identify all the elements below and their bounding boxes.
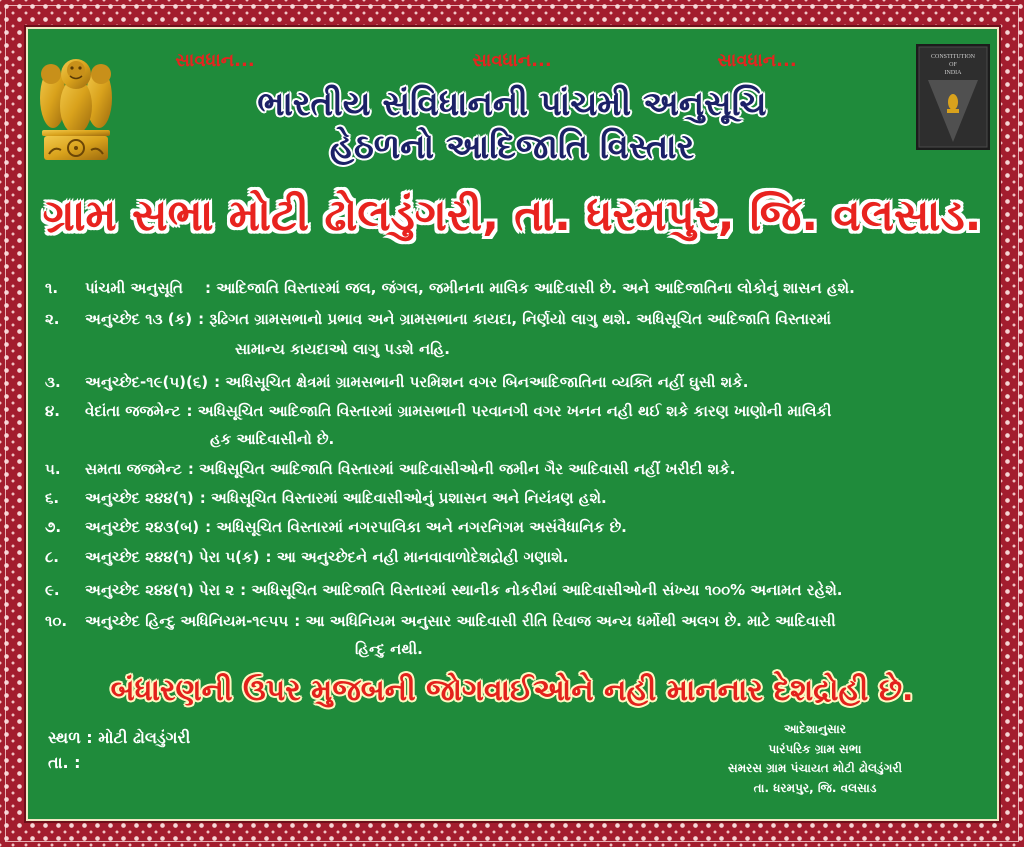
item-text: : અધિસૂચિત ક્ષેત્રમાં ગ્રામસભાની પરમિશન વગર બિનઆદિજાતિના વ્યક્તિ નહીં ઘુસી શકે. [214, 373, 749, 391]
book-title-line: OF [949, 62, 957, 68]
item-text: : અધિસૂચિત આદિજાતિ વિસ્તારમાં આદિવાસીઓની જમીન ગૈર આદિવાસી નહીં ખરીદી શકે. [187, 460, 736, 478]
list-item [45, 457, 987, 481]
item-label: અનુચ્છેદ હિન્દુ અધિનિયમ-૧૯૫૫ [85, 612, 289, 630]
book-title-line: CONSTITUTION [931, 54, 975, 60]
item-label: અનુચ્છેદ ૨૪૪(૧) પેરા ૫(ક) [85, 548, 260, 566]
item-text-continued: હિન્દુ નથી. [355, 640, 423, 658]
item-number: ૮. [45, 548, 59, 566]
item-label: સમતા જજમેન્ટ [85, 460, 182, 478]
list-item [45, 370, 987, 394]
warning-text: સાવધાન... [717, 50, 797, 71]
signature-line: પારંપરિક ગ્રામ સભા [768, 741, 862, 756]
item-label: અનુચ્છેદ ૨૪૩(બ) [85, 518, 200, 536]
item-number: ૧૦. [45, 612, 68, 630]
item-number: ૫. [45, 460, 61, 478]
book-title-line: INDIA [944, 70, 962, 76]
list-item [45, 307, 987, 331]
constitution-book-icon [916, 44, 990, 150]
item-number: ૩. [45, 373, 61, 391]
item-text: : આ અનુચ્છેદને નહી માનવાવાળોદેશદ્રોહી ગણાશે. [265, 548, 569, 566]
page-title: ભારતીય સંવિધાનની પાંચમી અનુસૂચિ [257, 84, 767, 124]
item-number: ૨. [45, 310, 60, 328]
list-item [45, 578, 987, 602]
item-number: ૬. [45, 489, 60, 507]
item-text: : આદિજાતિ વિસ્તારમાં જલ, જંગલ, જમીનના માલિક આદિવાસી છે. અને આદિજાતિના લોકોનું શાસન હશે. [205, 279, 855, 297]
list-item [45, 399, 987, 423]
list-item [45, 545, 987, 569]
item-text: : રૂઢિગત ગ્રામસભાનો પ્રભાવ અને ગ્રામસભાના કાયદા, નિર્ણયો લાગુ થશે. અધિસૂચિત આદિજાતિ વિસ્તારમાં [198, 310, 832, 328]
item-label: અનુચ્છેદ ૨૪૪(૧) પેરા ૨ [85, 581, 235, 599]
page-title-line2: હેઠળનો આદિજાતિ વિસ્તાર [329, 127, 695, 167]
item-number: ૭. [45, 518, 62, 536]
warning-text: સાવધાન... [175, 50, 255, 71]
item-text: : આ અધિનિયમ અનુસાર આદિવાસી રીતિ રિવાજ અન્ય ધર્મોથી અલગ છે. માટે આદિવાસી [294, 612, 836, 630]
ashoka-emblem-icon [34, 46, 118, 170]
list-item [45, 276, 987, 300]
signature-line: સમરસ ગ્રામ પંચાયત મોટી ઢોલડુંગરી [727, 761, 903, 775]
item-text: : અધિસૂચિત આદિજાતિ વિસ્તારમાં ગ્રામસભાની પરવાનગી વગર ખનન નહી થઈ શકે કારણ ખાણોની માલિકી [186, 402, 832, 420]
signature-line: આદેશાનુસાર [784, 722, 846, 736]
closing-slogan: બંધારણની ઉપર મુજબની જોગવાઈઓને નહી માનનાર દેશદ્રોહી છે. [110, 673, 914, 708]
item-number: ૯. [45, 581, 60, 599]
list-item [45, 515, 987, 539]
item-text: : અધિસૂચિત વિસ્તારમાં નગરપાલિકા અને નગરનિગમ અસંવૈધાનિક છે. [205, 518, 627, 536]
village-heading: ગ્રામ સભા મોટી ઢોલડુંગરી, તા. ધરમપુર, જિ. વલસાડ. [42, 190, 982, 241]
item-text: : અધિસૂચિત વિસ્તારમાં આદિવાસીઓનું પ્રશાસન અને નિયંત્રણ હશે. [199, 489, 607, 507]
item-label: પાંચમી અનુસૂતિ [85, 279, 183, 297]
item-label: અનુચ્છેદ ૧૩ (ક) [85, 310, 193, 328]
date-line: તા. : [48, 753, 81, 772]
signature-block [690, 720, 940, 798]
item-text-continued: હક આદિવાસીનો છે. [210, 430, 335, 448]
item-number: ૪. [45, 402, 60, 420]
signature-line: તા. ધરમપુર, જિ. વલસાડ [753, 780, 877, 795]
list-item [45, 609, 987, 633]
list-item [45, 486, 987, 510]
item-text: : અધિસૂચિત આદિજાતિ વિસ્તારમાં સ્થાનીક નોકરીમાં આદિવાસીઓની સંખ્યા ૧૦૦% અનામત રહેશે. [240, 581, 843, 599]
item-label: વેદાંતા જજમેન્ટ [85, 402, 181, 420]
item-number: ૧. [45, 279, 59, 297]
warning-text: સાવધાન... [472, 50, 552, 71]
item-text-continued: સામાન્ય કાયદાઓ લાગુ પડશે નહિ. [235, 340, 450, 358]
item-label: અનુચ્છેદ-૧૯(૫)(૬) [85, 373, 209, 391]
item-label: અનુચ્છેદ ૨૪૪(૧) [85, 489, 194, 507]
place-line: સ્થળ : મોટી ઢોલડુંગરી [48, 728, 191, 747]
